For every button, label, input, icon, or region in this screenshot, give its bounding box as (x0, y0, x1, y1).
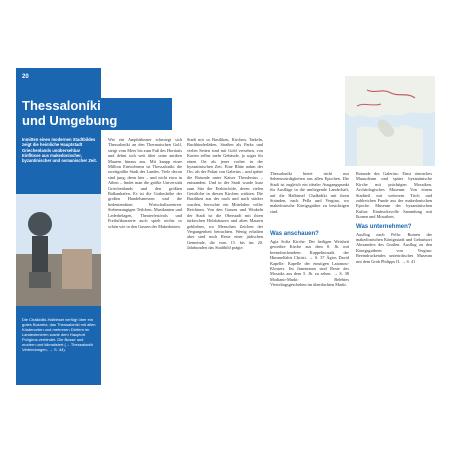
title-line-1: Thessaloníki (22, 98, 101, 113)
statue-photo (16, 194, 101, 306)
title-line-2: und Umgebung (22, 113, 118, 128)
text-column-1: Wie ein Amphitheater schmiegt sich Thessaloníki an den Thermaischen Golf, steigt vom Meer bis zum Fuß des Hortiatis und dehnt sich weit über seine antiken Mauern hinaus aus. Mit knapp einer Million Einwohnern ist Thessaloníki die zweitgrößte Stadt des Landes. Viele davon sind jung, denn hier – und nicht etwa in Athen – findet man die größte Universität Griechenlands und den größten Balkanhafen. Es ist die Gotheshöhe der großen Handelsmessen und die bedeutendsten Wirtschaftszentren. Siebenzungigen Teilchen, Musikanten und Lederbelagen, Theaterfestivals und Freiluftkonzerte auch spielt nichts so schön wie in den Gassen der Makedonien. (108, 137, 182, 229)
intro-text: Inmitten eines modernen Stadtbildes zeigt die heimliche Hauptstadt Griechenlands unübersehbar Einflüsse aus makedonischer, byzantinischer und osmanischer Zeit. (22, 137, 97, 164)
what-to-see-text: Agia Sofia Kirche: Der heiligen Weisheit geweihte Kirche aus dem 8. Jh. mit beeindruckendem Kuppelmosaik der Himmelfahrt Christi. → S. 37 Ägios David Kapelle: Kapelle der einstigen Latomou-Klosters. Im Innenraum sind Reste des Mosaiks aus dem 5. Jh. zu sehen. → S. 38 Modiano-Markt: Belebtes Vierteltagsgeschehen im überdachten Markt. (270, 239, 349, 288)
page-title (22, 98, 172, 130)
statue-illustration (16, 194, 101, 306)
text-column-4 (356, 171, 432, 264)
map-illustration (345, 76, 435, 166)
guidebook-page (16, 68, 435, 385)
what-to-do-heading: Was unternehmen? (356, 223, 412, 230)
column-4-text: Rotunde des Galerius: Einst römisches Mausoleum und später byzantinische Kirche mit prächtigen Mosaiken. Archäologisches Museum: Von einem Stadtteil mit weiterem Tisch und zahlreichen Funde aus der makedonischen Epoche. Museum der byzantinischen Kultur: Eindrucksvolle Sammlung mit Ikonen und Mosaiken. (356, 171, 432, 220)
what-to-see-heading: Was anschauen? (270, 231, 319, 237)
photo-caption: Die Chalkidiki-Halbinsel verfügt über ein gutes Busnetz; das Thessaloníki mit allen Küstenorten und mehreren Dörfern im Landesinneren sowie dem Hauptort Polígiros verbindet. Die Busse und modern und klimatisiert (→ Thessaloníki Verbindungen, → S. 44). (22, 317, 96, 352)
page-number: 20 (22, 74, 29, 80)
region-map (345, 76, 435, 166)
what-to-do-text: Ausflug nach Pella: Ruinen der makedonischen Königsstadt und Geburtsort Alexanders des Großen. Ausflug zu den Königsgräbern von Vergina: Beeindruckendes unterirdisches Museum mit dem Grab Philipps II. → S. 41 (356, 231, 432, 264)
text-column-2: Stadt mit so Basiliken, Kirchen, Tarkeln, Buchbinderläden, Straßen als Parks und vielen Seiten sind mit Gold versehen, von Karten selbst mehr Gebäude, ja sogar für einen Ort als jener vorher in der byzantinischen Zeit. Eine Blüte nahm der Ort, als der Palast von Galerius – und später die Rotunde unter Kaiser Theodosius – entstanden. Und in der Stadt wurde kurz zum Sitz der Erzbischöfe, deren vielen Geistliche in diesen Kirchen wirkten. Die Basiliken aus der nach und nach stärker wurden, herrschte ein Mittelalter voller Reichtum. Von den Gassen und Winkeln der Stadt ist die Oberstadt mit ihren türkischen Holzhäusern und alten Mauern geblieben, wo Menschen Zeichen der Vergangenheit betrachten. Wenig erhalten aber sind noch Reste einer jüdischen Gemeinde, die vom 15. bis ins 20. Jahrhundert das Stadtbild prägte. (187, 137, 263, 251)
text-column-3: Thessaloníki bietet nicht nur Sehenswürdigkeiten aus allen Epochen. Die Stadt ist zugleich ein idealer Ausgangspunkt für Ausflüge in die umliegende Landschaft, auf die Halbinsel Chalkidiki mit ihren Stränden, nach Pella und Vergina, wo makedonische Königsgräber zu besichtigen sind. (270, 171, 349, 214)
text-column-3b (270, 227, 349, 288)
